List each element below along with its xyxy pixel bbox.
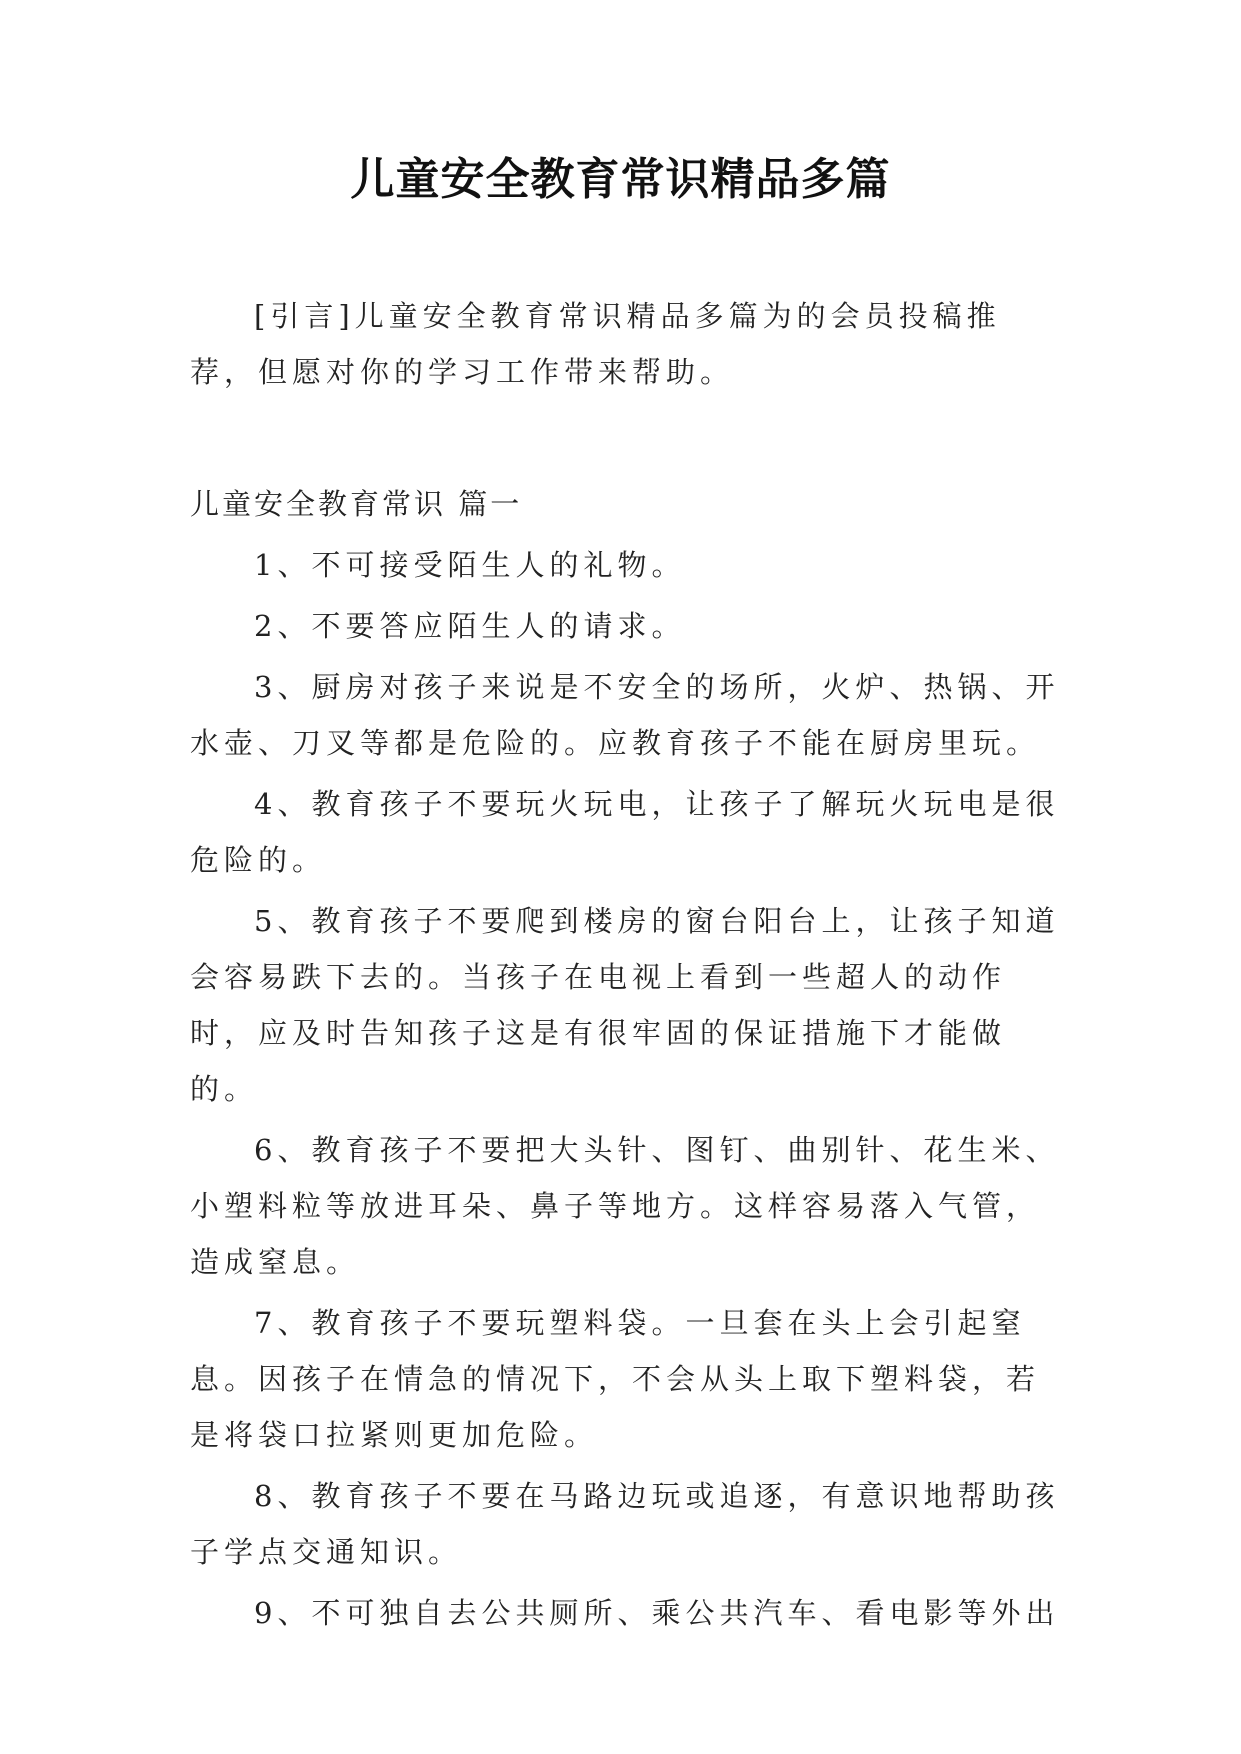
list-item-4: 4、教育孩子不要玩火玩电，让孩子了解玩火玩电是很危险的。 — [190, 787, 1060, 877]
list-item-9: 9、不可独自去公共厕所、乘公共汽车、看电影等外出 — [254, 1596, 1060, 1630]
document-title: 儿童安全教育常识精品多篇 — [350, 154, 891, 205]
list-item-3: 3、厨房对孩子来说是不安全的场所，火炉、热锅、开水壶、刀叉等都是危险的。应教育孩子不能在厨房里玩。 — [190, 670, 1060, 760]
list-item-7: 7、教育孩子不要玩塑料袋。一旦套在头上会引起窒息。因孩子在情急的情况下，不会从头上取下塑料袋，若是将袋口拉紧则更加危险。 — [190, 1306, 1041, 1452]
list-item-2: 2、不要答应陌生人的请求。 — [254, 609, 686, 643]
list-item-1: 1、不可接受陌生人的礼物。 — [254, 548, 686, 582]
list-item-6: 6、教育孩子不要把大头针、图钉、曲别针、花生米、小塑料粒等放进耳朵、鼻子等地方。这样容易落入气管，造成窒息。 — [190, 1133, 1060, 1279]
section-heading: 儿童安全教育常识 篇一 — [190, 487, 523, 521]
list-item-8: 8、教育孩子不要在马路边玩或追逐，有意识地帮助孩子学点交通知识。 — [190, 1479, 1060, 1569]
list-item-5: 5、教育孩子不要爬到楼房的窗台阳台上，让孩子知道会容易跌下去的。当孩子在电视上看到一些超人的动作时，应及时告知孩子这是有很牢固的保证措施下才能做的。 — [190, 904, 1060, 1106]
document-body — [190, 288, 1060, 1641]
intro-paragraph: [引言]儿童安全教育常识精品多篇为的会员投稿推荐，但愿对你的学习工作带来帮助。 — [190, 299, 1001, 389]
